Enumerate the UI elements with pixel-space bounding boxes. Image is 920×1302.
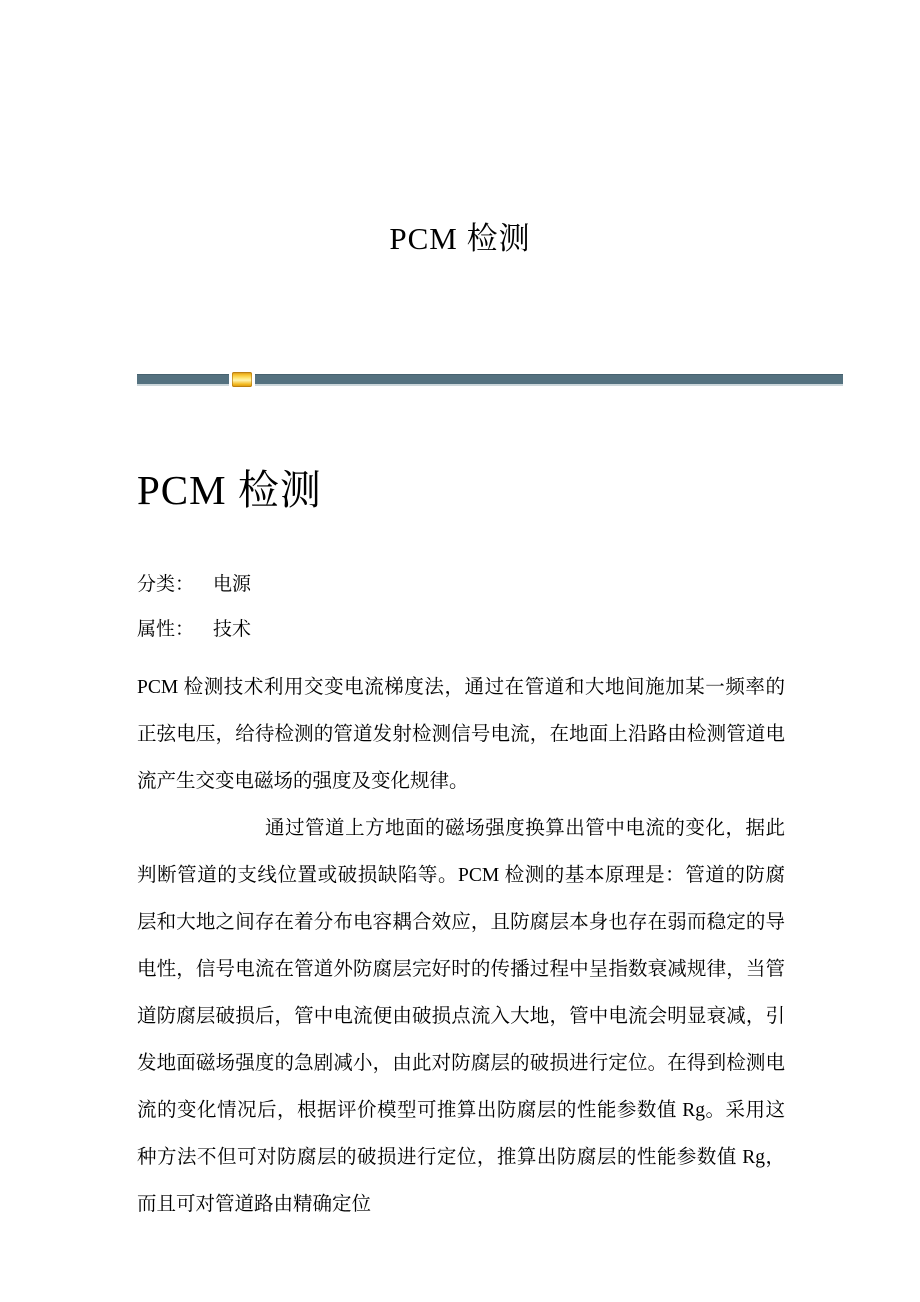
attribute-value: 技术 (213, 619, 252, 640)
divider-bar-right (255, 374, 843, 386)
meta-attribute-line (137, 617, 251, 643)
category-label: 分类： (137, 574, 195, 595)
divider-bar-left (137, 374, 229, 386)
meta-category-line (137, 572, 251, 598)
document-title: PCM 检测 (389, 221, 531, 256)
paragraph-principle: 通过管道上方地面的磁场强度换算出管中电流的变化，据此判断管道的支线位置或破损缺陷等。PCM 检测的基本原理是：管道的防腐层和大地之间存在着分布电容耦合效应，且防腐层本身也存在弱而稳定的导电性，信号电流在管道外防腐层完好时的传播过程中呈指数衰减规律，当管道防腐层破损后，管中电流便由破损点流入大地，管中电流会明显衰减，引发地面磁场强度的急剧减小，由此对防腐层的破损进行定位。在得到检测电流的变化情况后，根据评价模型可推算出防腐层的性能参数值 Rg。采用这种方法不但可对防腐层的破损进行定位，推算出防腐层的性能参数值 Rg，而且可对管道路由精确定位 (137, 818, 785, 1215)
envelope-icon (232, 372, 252, 387)
section-heading: PCM 检测 (137, 467, 322, 513)
section-divider (137, 371, 843, 388)
paragraph-intro: PCM 检测技术利用交变电流梯度法，通过在管道和大地间施加某一频率的正弦电压，给待检测的管道发射检测信号电流，在地面上沿路由检测管道电流产生交变电磁场的强度及变化规律。 (137, 677, 785, 792)
article-body (137, 664, 785, 1228)
attribute-label: 属性： (137, 619, 195, 640)
category-value: 电源 (213, 574, 252, 595)
